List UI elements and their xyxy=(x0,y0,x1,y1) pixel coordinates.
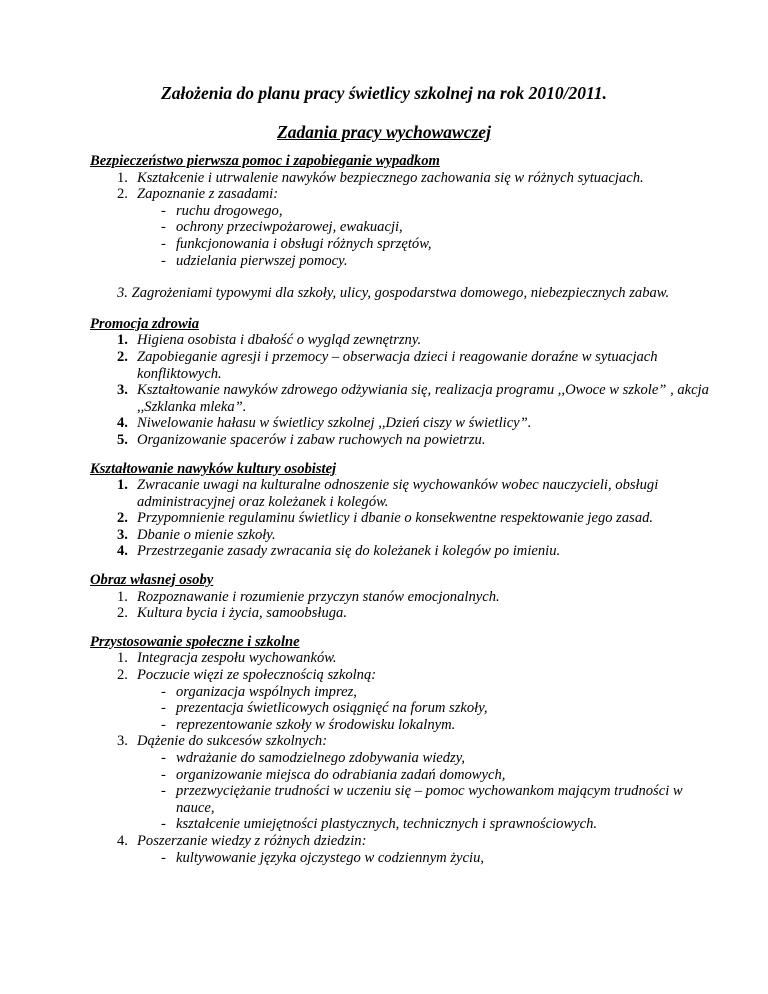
sub-item: - organizacja wspólnych imprez, xyxy=(161,683,357,700)
sub-item-text: ochrony przeciwpożarowej, ewakuacji, xyxy=(176,219,403,236)
sub-item-text: funkcjonowania i obsługi różnych sprzętów, xyxy=(176,235,432,252)
sub-item: - ruchu drogowego, xyxy=(161,202,283,219)
numbered-list xyxy=(90,733,710,750)
sub-item: - reprezentowanie szkoły w środowisku lokalnym. xyxy=(161,716,456,733)
list-item: 3. Kształtowanie nawyków zdrowego odżywiania się, realizacja programu ,,Owoce w szkole” , akcja ,,Szklanka mleka”. xyxy=(117,382,709,415)
item-text: Kształcenie i utrwalenie nawyków bezpiecznego zachowania się w różnych sytuacjach. xyxy=(137,169,644,186)
list-item: 2. Kultura bycia i życia, samoobsługa. xyxy=(117,605,347,622)
item-text: Zapoznanie z zasadami: xyxy=(137,186,279,203)
sub-item: - prezentacja świetlicowych osiągnięć na forum szkoły, xyxy=(161,700,488,717)
section-health xyxy=(90,316,710,449)
list-item: 4. Przestrzeganie zasady zwracania się do koleżanek i kolegów po imieniu. xyxy=(117,543,561,560)
sub-item: - funkcjonowania i obsługi różnych sprzętów, xyxy=(161,235,432,252)
section-heading: Obraz własnej osoby xyxy=(90,572,214,589)
sub-item: - wdrażanie do samodzielnego zdobywania wiedzy, xyxy=(161,750,466,766)
list-item: 1. Rozpoznawanie i rozumienie przyczyn stanów emocjonalnych. xyxy=(117,588,500,605)
list-item: 1. Higiena osobista i dbałość o wygląd zewnętrzny. xyxy=(117,332,422,349)
paragraph-item-3 xyxy=(90,285,710,302)
section-heading: Przystosowanie społeczne i szkolne xyxy=(90,633,300,650)
list-item: 1. Zwracanie uwagi na kulturalne odnoszenie się wychowanków wobec nauczycieli, obsługi administracyjnej oraz koleżanek i kolegów. xyxy=(117,477,659,510)
paragraph-text: 3. Zagrożeniami typowymi dla szkoły, ulicy, gospodarstwa domowego, niebezpiecznych zabaw. xyxy=(117,285,670,302)
list-item: 4. Poszerzanie wiedzy z różnych dziedzin: xyxy=(117,832,367,849)
section-personal-culture xyxy=(90,461,710,561)
list-item xyxy=(90,186,710,203)
sub-item-text: udzielania pierwszej pomocy. xyxy=(176,252,348,269)
list-item xyxy=(90,170,710,187)
list-item: 2. Przypomnienie regulaminu świetlicy i dbanie o konsekwentne respektowanie jego zasad. xyxy=(117,510,654,527)
numbered-list xyxy=(90,332,710,448)
item-number: 2. xyxy=(117,186,128,203)
list-item: 2. Poczucie więzi ze społecznością szkolną: xyxy=(117,667,377,684)
section-heading: Promocja zdrowia xyxy=(90,315,200,332)
sub-item: - kształcenie umiejętności plastycznych, technicznych i sprawnościowych. xyxy=(161,816,598,833)
sub-item: - ochrony przeciwpożarowej, ewakuacji, xyxy=(161,219,403,236)
list-item: 5. Organizowanie spacerów i zabaw ruchowych na powietrzu. xyxy=(117,431,486,448)
sub-item: - organizowanie miejsca do odrabiania zadań domowych, xyxy=(161,766,506,783)
section-self-image xyxy=(90,572,710,622)
sub-item: - przezwyciężanie trudności w uczeniu się – pomoc wychowankom mającym trudności w nauce, xyxy=(161,783,683,816)
list-item: 3. Dbanie o mienie szkoły. xyxy=(117,526,276,543)
numbered-list xyxy=(90,833,710,850)
sub-item: - kultywowanie języka ojczystego w codziennym życiu, xyxy=(161,849,485,866)
numbered-list xyxy=(90,170,710,203)
section-social-adaptation xyxy=(90,634,710,866)
section-safety xyxy=(90,153,710,302)
section-heading: Kształtowanie nawyków kultury osobistej xyxy=(90,460,337,477)
section-heading: Bezpieczeństwo pierwsza pomoc i zapobieganie wypadkom xyxy=(90,153,440,169)
document-title: Założenia do planu pracy świetlicy szkolnej na rok 2010/2011. xyxy=(161,83,607,103)
document-subtitle: Zadania pracy wychowawczej xyxy=(277,122,491,142)
list-item: 3. Dążenie do sukcesów szkolnych: xyxy=(117,733,328,750)
numbered-list xyxy=(90,589,710,622)
item-number: 1. xyxy=(117,169,128,186)
sub-item: - udzielania pierwszej pomocy. xyxy=(161,252,348,269)
numbered-list xyxy=(90,477,710,560)
numbered-list xyxy=(90,650,710,683)
list-item: 1. Integracja zespołu wychowanków. xyxy=(117,650,337,667)
list-item: 4. Niwelowanie hałasu w świetlicy szkolnej ,,Dzień ciszy w świetlicy”. xyxy=(117,415,532,432)
document-body xyxy=(90,153,710,878)
list-item: 2. Zapobieganie agresji i przemocy – obserwacja dzieci i reagowanie doraźne w sytuacjach konfliktowych. xyxy=(117,348,658,382)
sub-item-text: ruchu drogowego, xyxy=(176,202,283,219)
